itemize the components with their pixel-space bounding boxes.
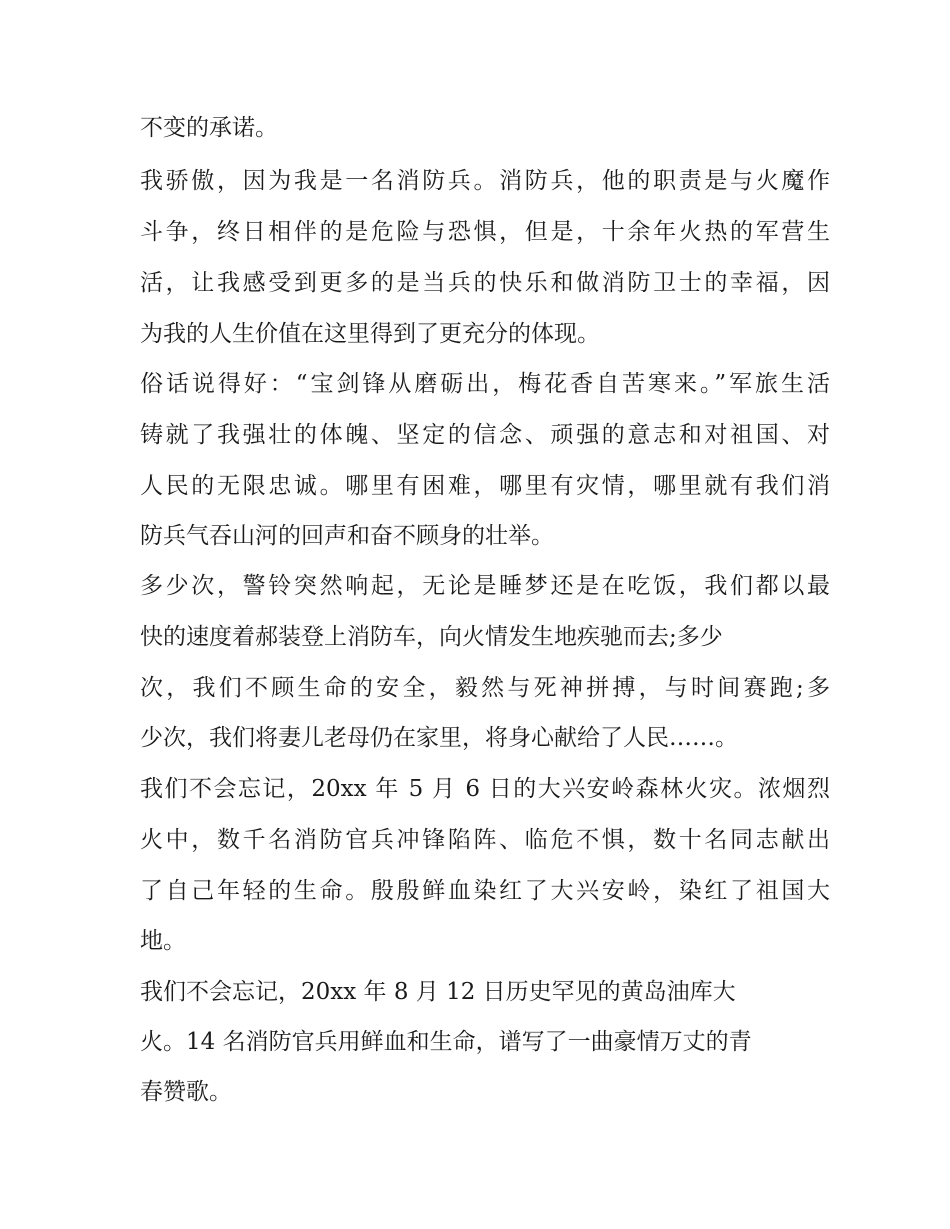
text-line: 了自己年轻的生命。殷殷鲜血染红了大兴安岭，染红了祖国大 [140, 878, 830, 904]
text-line: 为我的人生价值在这里得到了更充分的体现。 [140, 321, 600, 347]
text-line: 火。14 名消防官兵用鲜血和生命，谱写了一曲豪情万丈的青 [140, 1029, 752, 1055]
text-line: 人民的无限忠诚。哪里有困难，哪里有灾情，哪里就有我们消 [140, 473, 830, 499]
text-line: 斗争，终日相伴的是危险与恐惧，但是，十余年火热的军营生 [140, 219, 830, 245]
text-line: 春赞歌。 [140, 1079, 232, 1105]
text-line: 我骄傲，因为我是一名消防兵。消防兵，他的职责是与火魔作 [140, 168, 830, 194]
text-line: 我们不会忘记，20xx 年 8 月 12 日历史罕见的黄岛油库大 [140, 979, 736, 1005]
text-line: 火中，数千名消防官兵冲锋陷阵、临危不惧，数十名同志献出 [140, 827, 830, 853]
text-line: 次，我们不顾生命的安全，毅然与死神拼搏，与时间赛跑;多 [140, 675, 830, 701]
text-line: 活，让我感受到更多的是当兵的快乐和做消防卫士的幸福，因 [140, 270, 830, 296]
text-line: 不变的承诺。 [140, 115, 278, 141]
text-line: 多少次，警铃突然响起，无论是睡梦还是在吃饭，我们都以最 [140, 573, 830, 599]
text-line: 我们不会忘记，20xx 年 5 月 6 日的大兴安岭森林火灾。浓烟烈 [140, 776, 830, 802]
text-line: 少次，我们将妻儿老母仍在家里，将身心献给了人民……。 [140, 725, 738, 751]
text-line: 铸就了我强壮的体魄、坚定的信念、顽强的意志和对祖国、对 [140, 422, 830, 448]
text-line: 防兵气吞山河的回声和奋不顾身的壮举。 [140, 523, 554, 549]
text-line: 俗话说得好：“宝剑锋从磨砺出，梅花香自苦寒来。”军旅生活 [140, 371, 830, 397]
text-line: 地。 [140, 928, 186, 954]
text-line: 快的速度着郝装登上消防车，向火情发生地疾驰而去;多少 [140, 624, 723, 650]
